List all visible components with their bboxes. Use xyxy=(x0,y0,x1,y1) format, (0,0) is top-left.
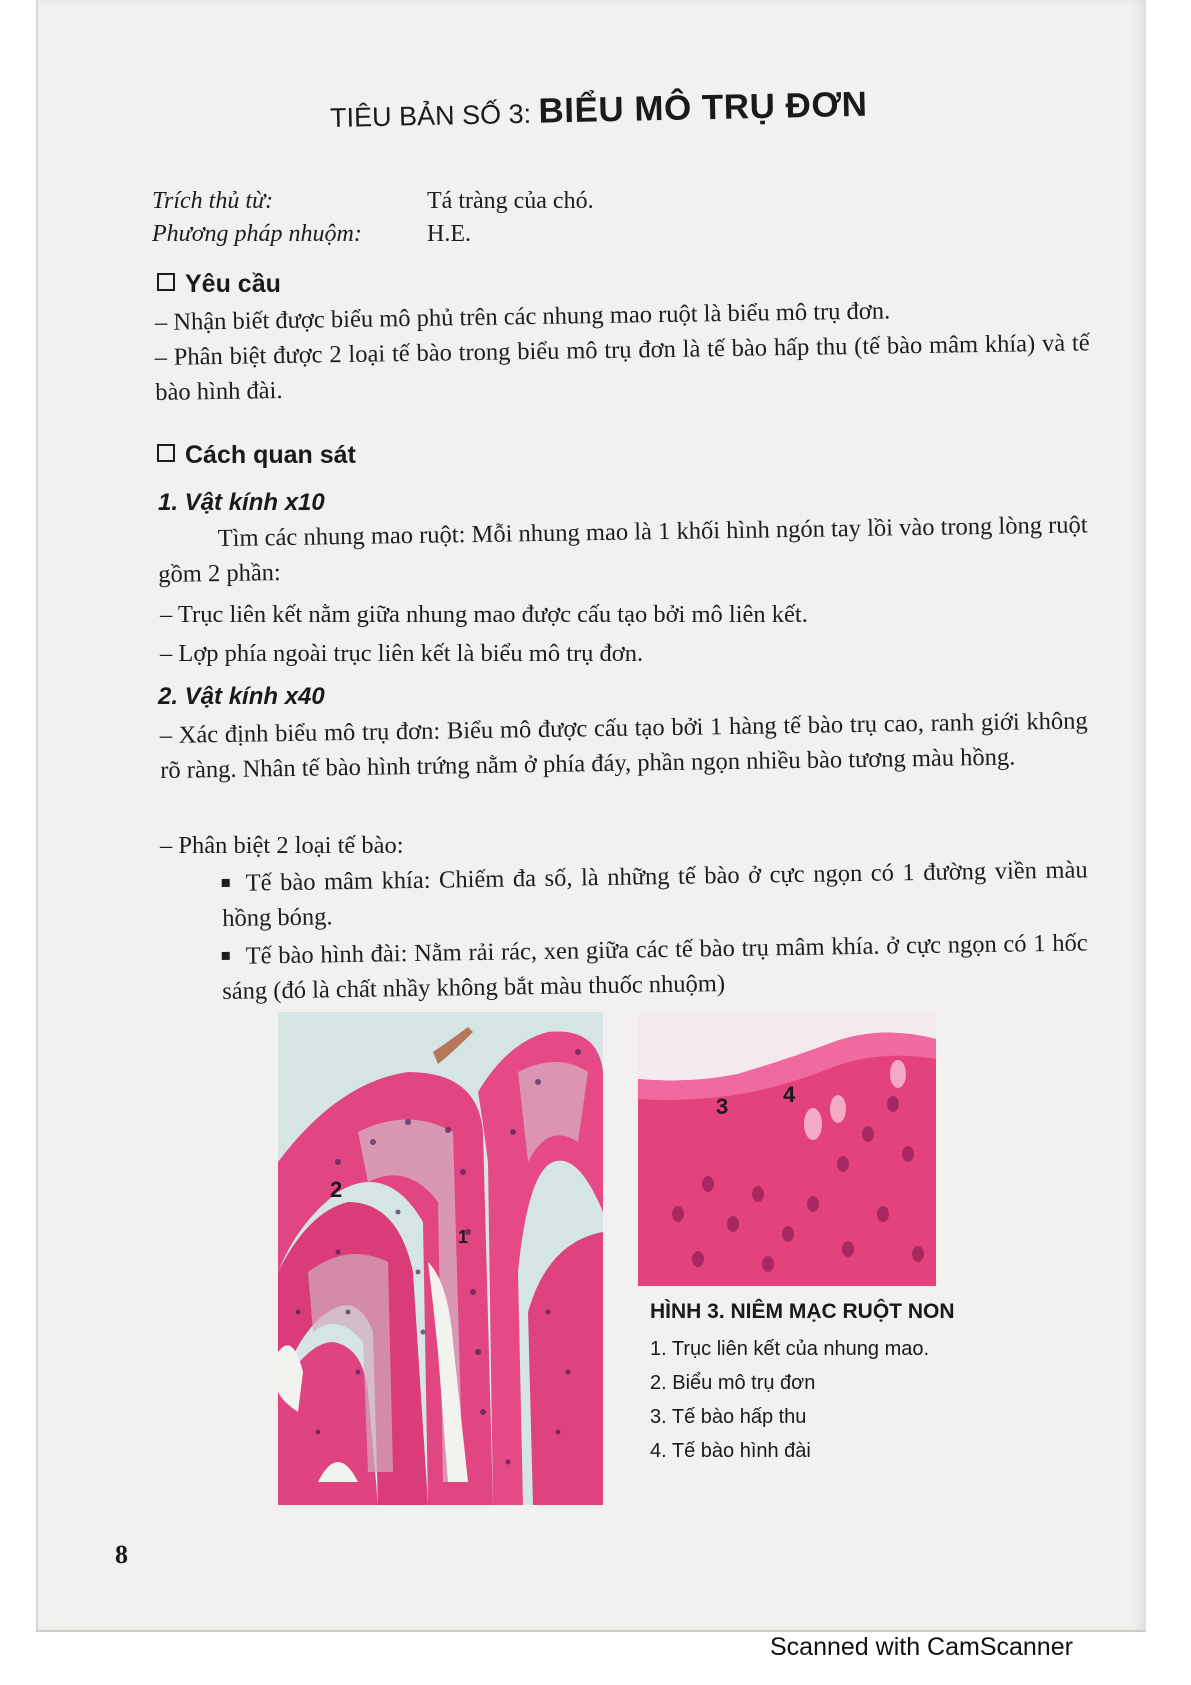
cell-type-1 xyxy=(221,852,1088,936)
figure-left-label-1: 1 xyxy=(458,1227,469,1247)
observation-heading-text: Cách quan sát xyxy=(185,441,356,469)
observation-heading xyxy=(157,441,356,470)
meta-stain xyxy=(152,221,471,248)
scanner-watermark: Scanned with CamScanner xyxy=(770,1633,1073,1661)
caption-item-1: 1. Trục liên kết của nhung mao. xyxy=(650,1338,930,1360)
checkbox-icon xyxy=(157,273,175,291)
bullet-icon xyxy=(222,952,230,960)
meta-source-label: Trích thủ từ: xyxy=(152,188,274,214)
checkbox-icon xyxy=(157,444,175,462)
x10-intro: Tìm các nhung mao ruột: Mỗi nhung mao là 1 khối hình ngón tay lồi vào trong lòng ruột gồm 2 phần: xyxy=(158,511,1088,588)
x40-identify: – Xác định biểu mô trụ đơn: Biểu mô được cấu tạo bởi 1 hàng tế bào trụ cao, ranh giới không rõ ràng. Nhân tế bào hình trứng nằm ở phía đáy, phần ngọn nhiều bào tương màu hồng. xyxy=(159,707,1088,784)
micrograph-epithelium-x40 xyxy=(638,1014,936,1286)
meta-source-value: Tá tràng của chó. xyxy=(427,188,594,214)
figure-caption xyxy=(650,1300,955,1474)
title-main: BIỂU MÔ TRỤ ĐƠN xyxy=(538,84,868,131)
micrograph-villi-svg xyxy=(278,1012,603,1505)
page-edge-bottom xyxy=(36,1630,1146,1632)
x10-item-2: – Lợp phía ngoài trục liên kết là biểu mô trụ đơn. xyxy=(160,640,644,667)
meta-stain-label: Phương pháp nhuộm: xyxy=(152,221,362,247)
title-prefix: TIÊU BẢN SỐ 3: xyxy=(329,98,532,133)
requirements-heading-text: Yêu cầu xyxy=(185,270,281,298)
caption-item-2: 2. Biểu mô trụ đơn xyxy=(650,1372,816,1394)
bullet-icon xyxy=(222,879,230,887)
micrograph-epithelium-svg xyxy=(638,1014,936,1286)
x40-distinguish: – Phân biệt 2 loại tế bào: xyxy=(160,832,404,859)
caption-item-3: 3. Tế bào hấp thu xyxy=(650,1406,807,1428)
page-edge xyxy=(36,0,38,1632)
meta-stain-value: H.E. xyxy=(427,221,471,247)
cell-type-1-text: Tế bào mâm khía: Chiếm đa số, là những tế bào ở cực ngọn có 1 đường viền màu hồng bóng. xyxy=(222,856,1088,932)
caption-title: HÌNH 3. NIÊM MẠC RUỘT NON xyxy=(650,1300,955,1323)
requirements-heading xyxy=(157,270,281,299)
x10-heading: 1. Vật kính x10 xyxy=(158,489,325,516)
cell-type-2 xyxy=(221,925,1088,1009)
requirement-item-1: – Nhận biết được biểu mô phủ trên các nhung mao ruột là biểu mô trụ đơn. xyxy=(154,297,891,336)
figure-right-label-4: 4 xyxy=(783,1082,796,1107)
meta-source xyxy=(152,188,594,215)
cell-type-2-text: Tế bào hình đài: Nằm rải rác, xen giữa các tế bào trụ mâm khía. ở cực ngọn có 1 hốc sáng (đó là chất nhầy không bắt màu thuốc nhuộm) xyxy=(222,929,1088,1005)
micrograph-villi-x10 xyxy=(278,1012,603,1505)
requirement-item-2: – Phân biệt được 2 loại tế bào trong biểu mô trụ đơn là tế bào hấp thu (tế bào mâm khía) và tế bào hình đài. xyxy=(154,329,1090,406)
caption-item-4: 4. Tế bào hình đài xyxy=(650,1440,811,1462)
figure-left-label-2: 2 xyxy=(330,1177,343,1202)
x40-heading: 2. Vật kính x40 xyxy=(158,683,325,710)
figure-right-label-3: 3 xyxy=(716,1094,729,1119)
x10-item-1: – Trục liên kết nằm giữa nhung mao được cấu tạo bởi mô liên kết. xyxy=(160,601,808,628)
page-number: 8 xyxy=(115,1540,128,1569)
